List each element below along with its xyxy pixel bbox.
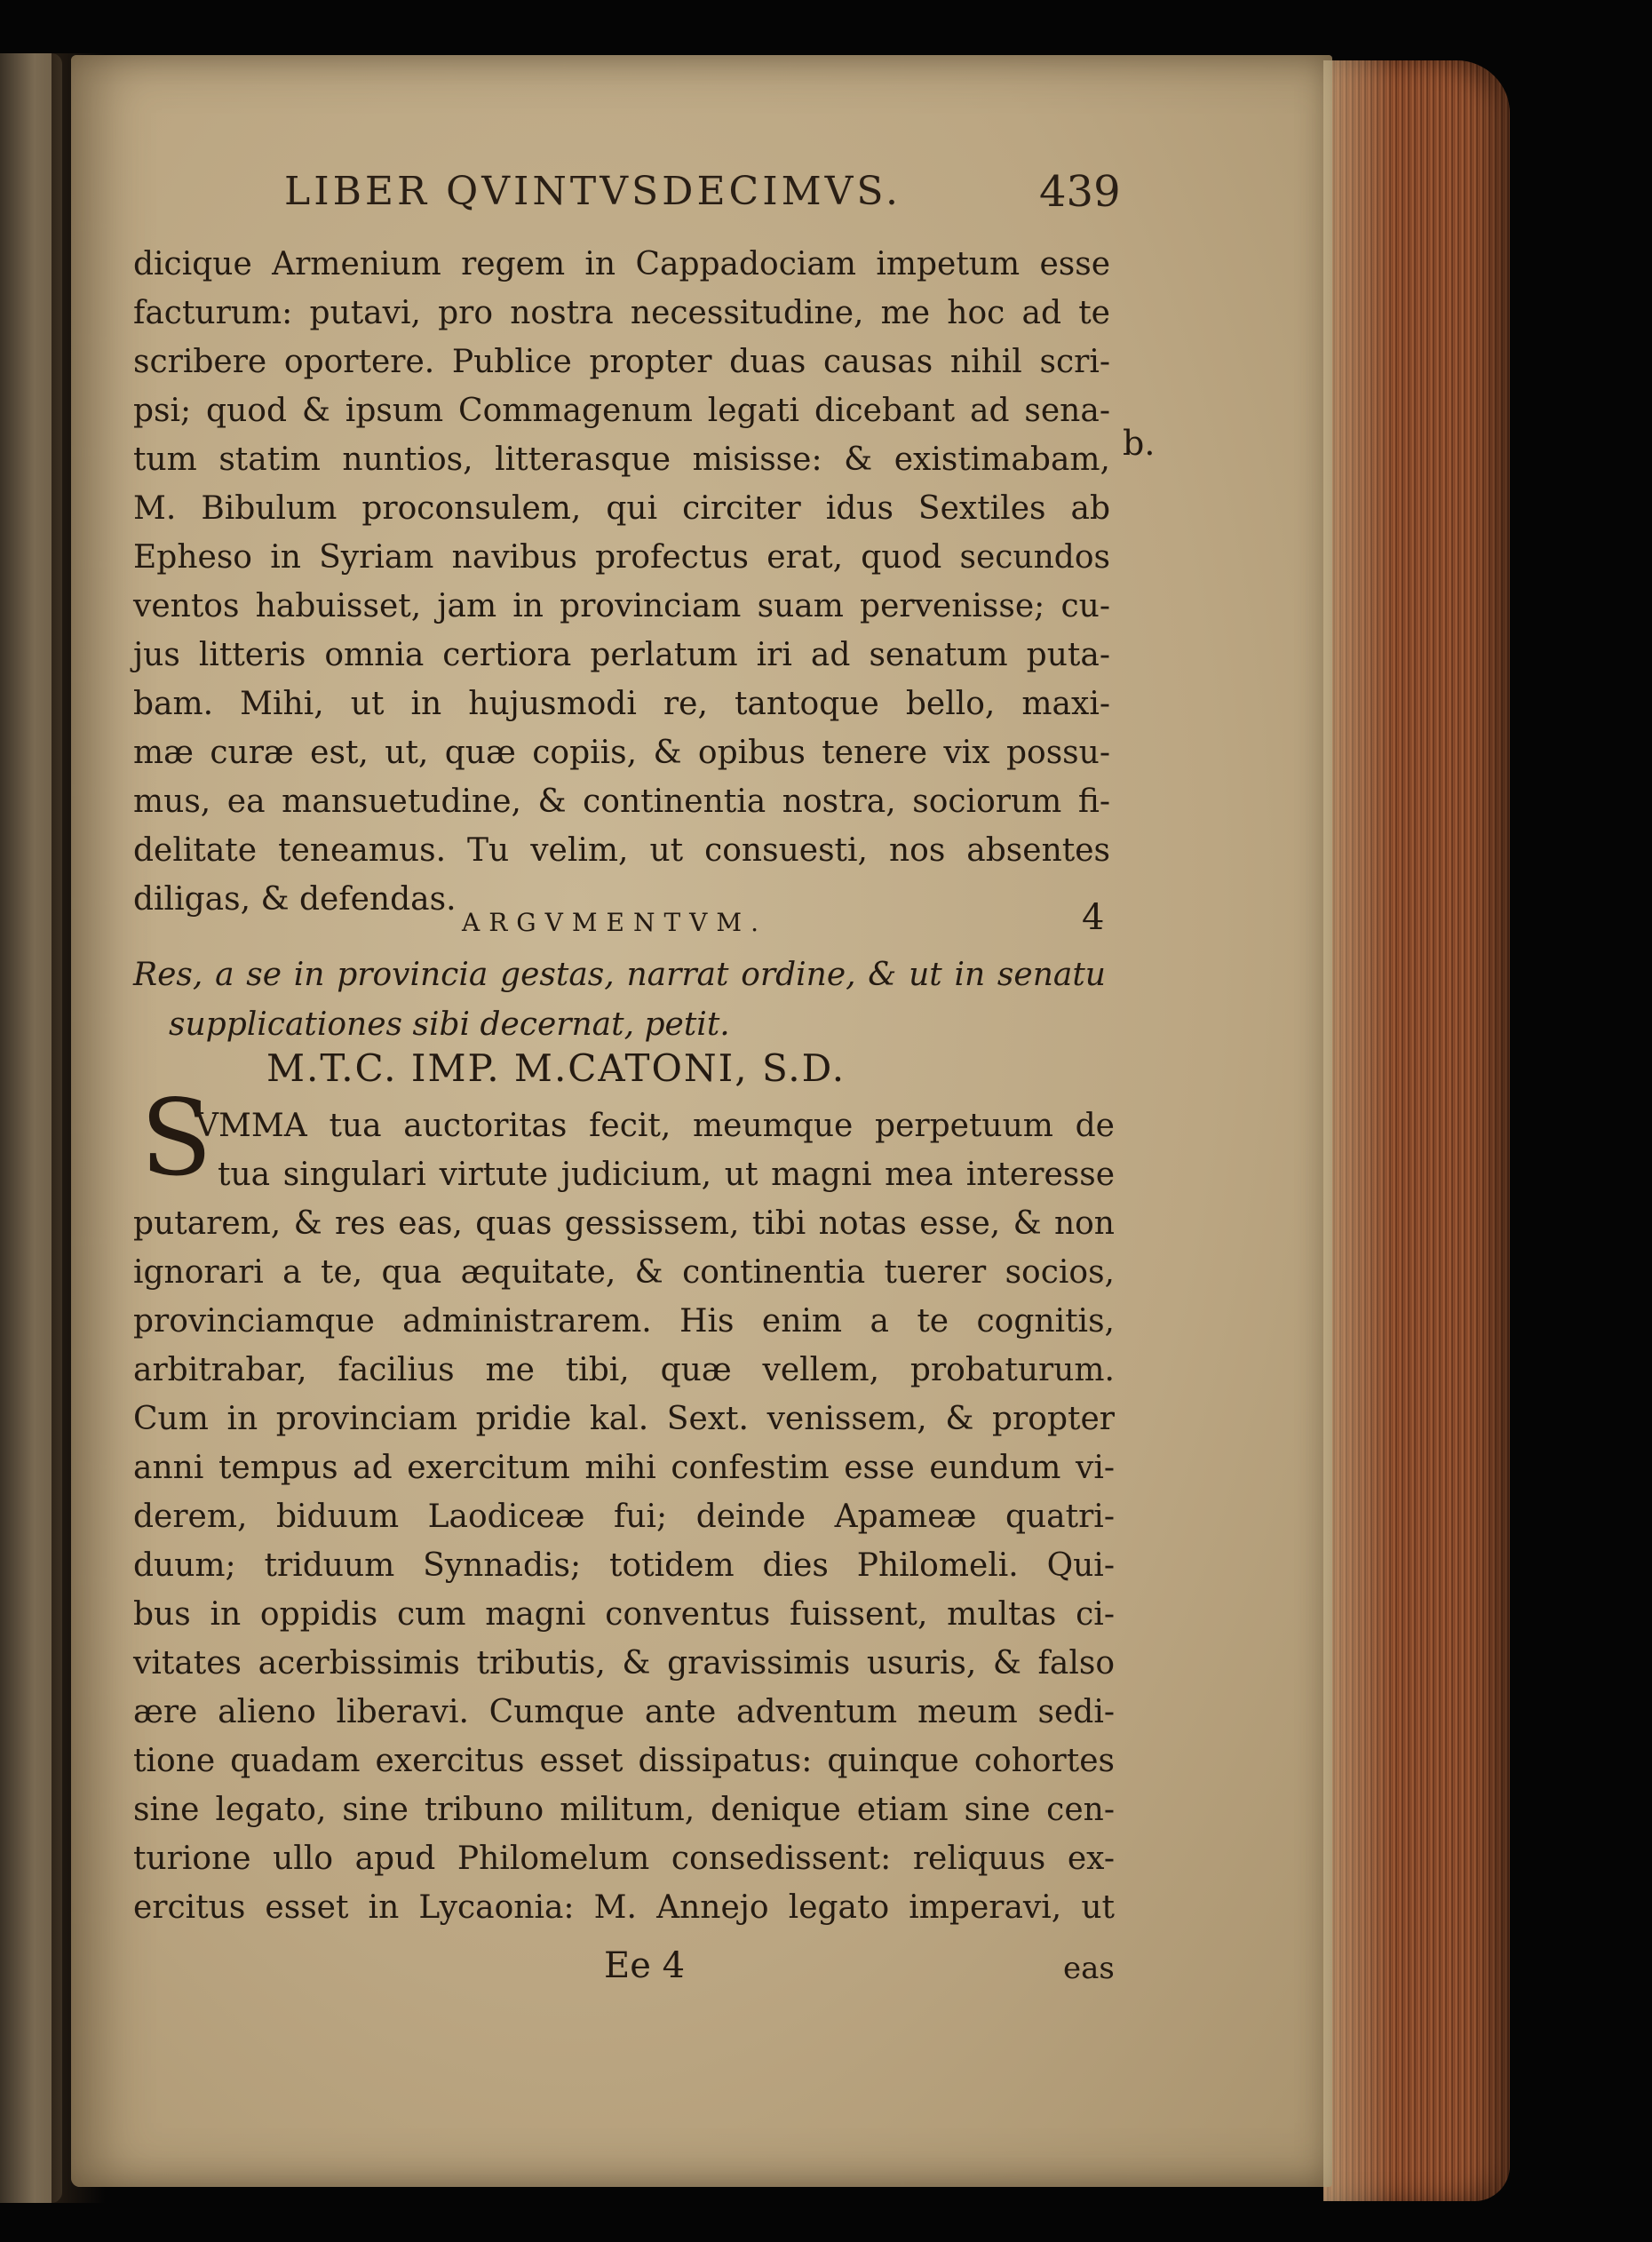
text-line: mæ curæ est, ut, quæ copiis, & opibus tenere vix possu- <box>133 735 1110 771</box>
body-text <box>133 240 1110 924</box>
text-line: bam. Mihi, ut in hujusmodi re, tantoque bello, maxi- <box>133 686 1110 722</box>
page-number: 439 <box>1039 167 1121 217</box>
text-line: provinciamque administrarem. His enim a te cognitis, <box>133 1303 1115 1340</box>
page-edge-shade <box>1323 60 1394 2201</box>
text-line: ære alieno liberavi. Cumque ante adventum meum sedi- <box>133 1694 1115 1730</box>
text-line: vitates acerbissimis tributis, & gravissimis usuris, & falso <box>133 1645 1115 1682</box>
text-line: jus litteris omnia certiora perlatum iri ad senatum puta- <box>133 637 1110 673</box>
text-line: scribere oportere. Publice propter duas causas nihil scri- <box>133 344 1110 380</box>
text-line: arbitrabar, facilius me tibi, quæ vellem, probaturum. <box>133 1352 1115 1388</box>
text-line: psi; quod & ipsum Commagenum legati dicebant ad sena- <box>133 393 1110 429</box>
text-line: bus in oppidis cum magni conventus fuissent, multas ci- <box>133 1596 1115 1633</box>
text-line: Cum in provinciam pridie kal. Sext. venissem, & propter <box>133 1401 1115 1437</box>
argument-line: Res, a se in provincia gestas, narrat ordine, & ut in senatu <box>133 957 1106 993</box>
argument-heading: ARGVMENTVM. <box>462 908 767 937</box>
running-head: LIBER QVINTVSDECIMVS. <box>284 169 901 214</box>
text-line: VMMA tua auctoritas fecit, meumque perpetuum de <box>195 1108 1115 1144</box>
text-line: ignorari a te, qua æquitate, & continentia tuerer socios, <box>133 1254 1115 1291</box>
margin-note: b. <box>1123 424 1156 463</box>
text-line: Epheso in Syriam navibus profectus erat, quod secundos <box>133 539 1110 576</box>
argument-text <box>133 950 1106 1050</box>
text-line: diligas, & defendas. <box>133 881 457 918</box>
text-line: facturum: putavi, pro nostra necessitudine, me hoc ad te <box>133 295 1110 331</box>
text-line: putarem, & res eas, quas gessissem, tibi notas esse, & non <box>133 1205 1115 1242</box>
argument-number: 4 <box>1082 897 1105 938</box>
text-line: ventos habuisset, jam in provinciam suam pervenisse; cu- <box>133 588 1110 624</box>
text-line: ercitus esset in Lycaonia: M. Annejo legato imperavi, ut <box>133 1889 1115 1926</box>
catchword: eas <box>1063 1951 1115 1986</box>
letter-text <box>133 1101 1115 1932</box>
text-line: dicique Armenium regem in Cappadociam impetum esse <box>133 246 1110 282</box>
text-line: tua singulari virtute judicium, ut magni mea interesse <box>218 1157 1115 1193</box>
text-line: sine legato, sine tribuno militum, denique etiam sine cen- <box>133 1792 1115 1828</box>
text-line: delitate teneamus. Tu velim, ut consuesti, nos absentes <box>133 832 1110 869</box>
argument-line: supplicationes sibi decernat, petit. <box>169 1006 730 1043</box>
text-line: duum; triduum Synnadis; totidem dies Philomeli. Qui- <box>133 1547 1115 1584</box>
text-line: derem, biduum Laodiceæ fui; deinde Apameæ quatri- <box>133 1499 1115 1535</box>
text-line: anni tempus ad exercitum mihi confestim esse eundum vi- <box>133 1450 1115 1486</box>
text-line: tione quadam exercitus esset dissipatus: quinque cohortes <box>133 1743 1115 1779</box>
drop-cap: S <box>140 1077 212 1199</box>
text-line: mus, ea mansuetudine, & continentia nostra, sociorum fi- <box>133 783 1110 820</box>
text-line: tum statim nuntios, litterasque misisse: & existimabam, <box>133 441 1110 478</box>
letter-title: M.T.C. IMP. M.CATONI, S.D. <box>266 1046 846 1090</box>
text-line: M. Bibulum proconsulem, qui circiter idus Sextiles ab <box>133 490 1110 527</box>
text-line: turione ullo apud Philomelum consedissent: reliquus ex- <box>133 1841 1115 1877</box>
signature-mark: Ee 4 <box>604 1945 686 1986</box>
